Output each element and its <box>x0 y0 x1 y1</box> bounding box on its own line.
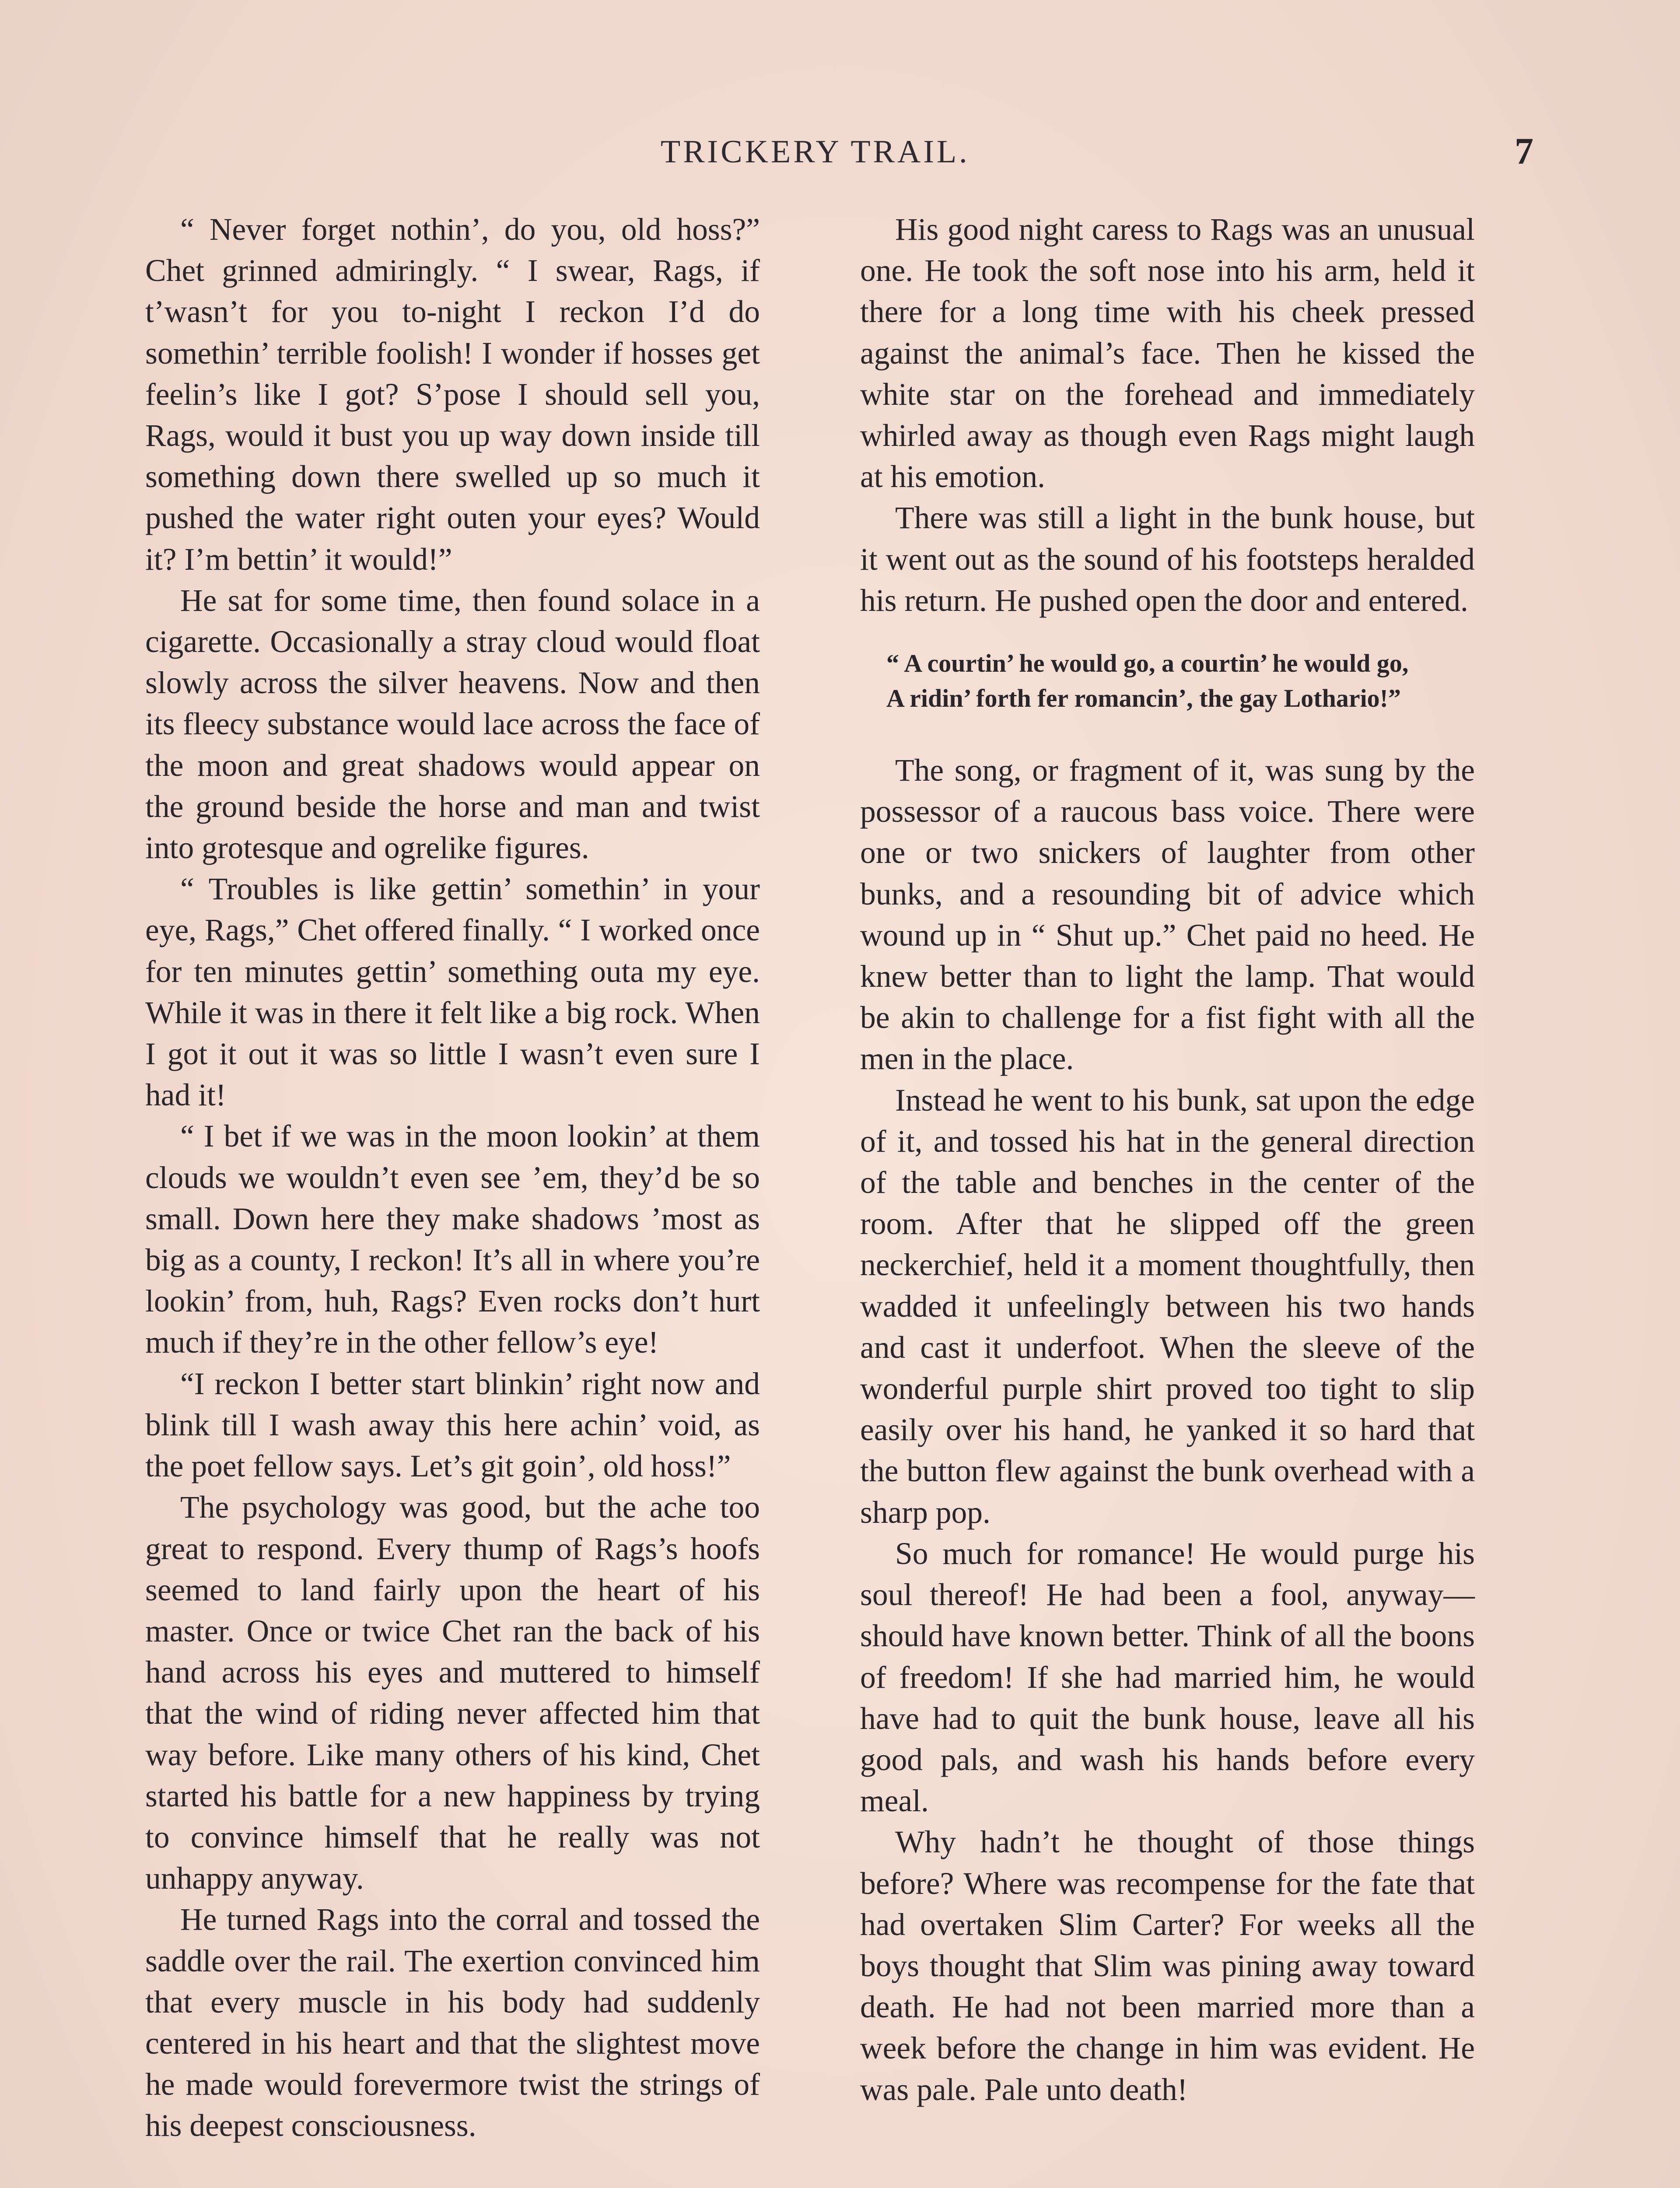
song-verse <box>860 646 1475 716</box>
paragraph: There was still a light in the bunk house, but it went out as the sound of his footsteps heralded his return. He pushed open the door and entered. <box>860 501 1475 618</box>
page-number: 7 <box>1515 130 1533 172</box>
song-line: “ A courtin’ he would go, a courtin’ he would go, <box>886 649 1409 678</box>
paragraph: “ Troubles is like gettin’ somethin’ in your eye, Rags,” Chet offered finally. “ I worked once for ten minutes gettin’ something outa my eye. While it was in there it felt like a big rock. When I got it out it was so little I wasn’t even sure I had it! <box>145 872 760 1113</box>
paragraph: “ Never forget nothin’, do you, old hoss?” Chet grinned admiringly. “ I swear, Rags, if t’wasn’t for you to-night I reckon I’d do somethin’ terrible foolish! I wonder if hosses get feelin’s like I got? S’pose I should sell you, Rags, would it bust you up way down inside till something down there swelled up so much it pushed the water right outen your eyes? Would it? I’m bettin’ it would!” <box>145 212 760 577</box>
paragraph: So much for romance! He would purge his soul thereof! He had been a fool, anyway—should have known better. Think of all the boons of freedom! If she had married him, he would have had to quit the bunk house, leave all his good pals, and wash his hands before every meal. <box>860 1536 1475 1819</box>
paragraph: Instead he went to his bunk, sat upon the edge of it, and tossed his hat in the general direction of the table and benches in the center of the room. After that he slipped off the green neckerchief, held it a moment thoughtfully, then wadded it unfeelingly between his two hands and cast it underfoot. When the sleeve of the wonderful purple shirt proved too tight to slip easily over his hand, he yanked it so hard that the button flew against the bunk overhead with a sharp pop. <box>860 1083 1475 1530</box>
song-line: A ridin’ forth fer romancin’, the gay Lothario!” <box>886 684 1401 713</box>
paragraph: The song, or fragment of it, was sung by the possessor of a raucous bass voice. There were one or two snickers of laughter from other bunks, and a resounding bit of advice which wound up in “ Shut up.” Chet paid no heed. He knew better than to light the lamp. That would be akin to challenge for a fist fight with all the men in the place. <box>860 753 1475 1076</box>
right-column <box>860 209 1475 2111</box>
page-header <box>0 129 1680 182</box>
paragraph: His good night caress to Rags was an unusual one. He took the soft nose into his arm, held it there for a long time with his cheek pressed against the animal’s face. Then he kissed the white star on the forehead and immediately whirled away as though even Rags might laugh at his emotion. <box>860 212 1475 494</box>
paragraph: He sat for some time, then found solace in a cigarette. Occasionally a stray cloud would float slowly across the silver heavens. Now and then its fleecy substance would lace across the face of the moon and great shadows would appear on the ground beside the horse and man and twist into grotesque and ogrelike figures. <box>145 583 760 866</box>
paragraph: “I reckon I better start blinkin’ right now and blink till I wash away this here achin’ void, as the poet fellow says. Let’s git goin’, old hoss!” <box>145 1366 760 1484</box>
paragraph: He turned Rags into the corral and tossed the saddle over the rail. The exertion convinced him that every muscle in his body had suddenly centered in his heart and that the slightest move he made would forevermore twist the strings of his deepest consciousness. <box>145 1902 760 2143</box>
left-column <box>145 209 760 2147</box>
paragraph: The psychology was good, but the ache too great to respond. Every thump of Rags’s hoofs seemed to land fairly upon the heart of his master. Once or twice Chet ran the back of his hand across his eyes and muttered to himself that the wind of riding never affected him that way before. Like many others of his kind, Chet started his battle for a new happiness by trying to convince himself that he really was not unhappy anyway. <box>145 1490 760 1896</box>
paragraph: “ I bet if we was in the moon lookin’ at them clouds we wouldn’t even see ’em, they’d be so small. Down here they make shadows ’most as big as a county, I reckon! It’s all in where you’re lookin’ from, huh, Rags? Even rocks don’t hurt much if they’re in the other fellow’s eye! <box>145 1119 760 1360</box>
running-title: TRICKERY TRAIL. <box>661 134 970 170</box>
paragraph: Why hadn’t he thought of those things before? Where was recompense for the fate that had overtaken Slim Carter? For weeks all the boys thought that Slim was pining away toward death. He had not been married more than a week before the change in him was evident. He was pale. Pale unto death! <box>860 1825 1475 2107</box>
